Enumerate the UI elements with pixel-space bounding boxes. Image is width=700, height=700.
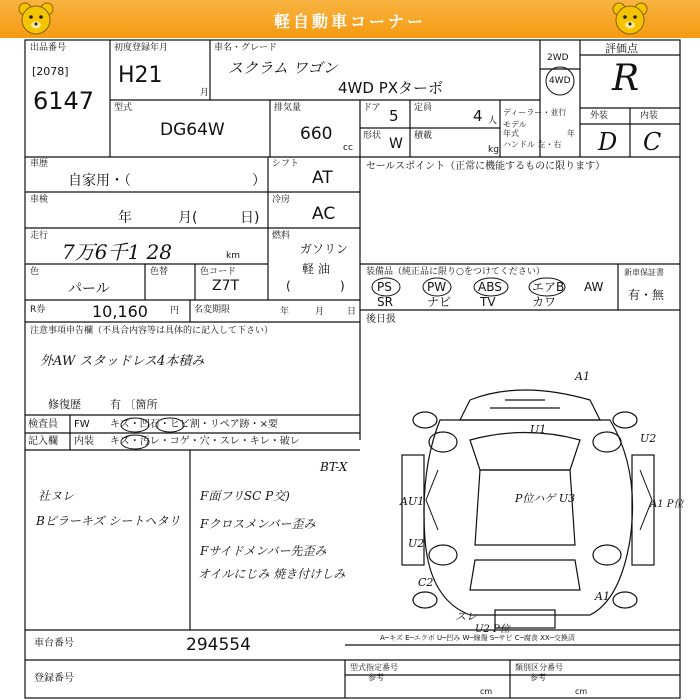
load-unit: kg — [488, 145, 499, 155]
color-label: 色 — [30, 267, 40, 277]
dealer-model: モデル — [503, 120, 527, 129]
capacity-label: 定員 — [414, 103, 433, 113]
equip-ps: PS — [377, 280, 392, 294]
mark-a1-bottom: A1 — [595, 590, 610, 603]
first-reg-era: H21 — [118, 63, 163, 88]
doors-label: ドア — [363, 103, 381, 113]
chassis-label: 車台番号 — [34, 638, 74, 649]
sales-point-label: セールスポイント（正常に機能するものに限ります） — [366, 161, 606, 172]
shape-value: W — [389, 136, 403, 152]
lot-prev: [2078] — [32, 65, 69, 78]
lot-number: 6147 — [33, 87, 95, 115]
displacement-unit: cc — [343, 143, 353, 153]
lot-label: 出品番号 — [30, 43, 67, 53]
fuel-diesel: 軽 油 — [302, 262, 330, 276]
mileage-label: 走行 — [30, 231, 49, 241]
shape-label: 形状 — [363, 131, 382, 141]
spec-ref: 参考 — [368, 673, 384, 682]
shift-label: シフト — [272, 159, 300, 169]
history-close: ） — [252, 173, 266, 189]
dealer-handle: ハンドル 左・右 — [503, 140, 562, 149]
equipment-label: 装備品（純正品に限り○をつけてください） — [366, 267, 545, 277]
color-value: パール — [68, 281, 110, 297]
header-title: 軽自動車コーナー — [273, 12, 426, 31]
inspection-year: 年 — [118, 210, 132, 226]
capacity-unit: 人 — [488, 116, 498, 126]
cooler-label: 冷房 — [272, 195, 291, 205]
inspection-label: 車検 — [30, 195, 49, 205]
inspect-label-2: 記入欄 — [28, 436, 58, 447]
recycle-value: 10,160 — [92, 302, 148, 321]
dealer-year-unit: 年 — [567, 129, 575, 138]
dealer-year: 年式 — [503, 129, 519, 138]
exterior-label: 外装 — [590, 111, 609, 121]
name-change-day: 日 — [347, 307, 357, 317]
equip-tv: TV — [480, 295, 496, 309]
rear-seat-label: 後日扱 — [366, 314, 396, 325]
right-note-3: Fクロスメンバー歪み — [200, 517, 316, 531]
inspector-note-1: 社ヌレ — [38, 489, 75, 503]
mark-scuff: スレ — [455, 610, 477, 623]
equip-sr: SR — [377, 295, 393, 309]
spec-label: 型式指定番号 — [350, 663, 398, 672]
fuel-gasoline: ガソリン — [300, 242, 349, 256]
fuel-paren-open: ( — [286, 279, 291, 293]
chassis-value: 294554 — [186, 635, 251, 655]
interior-value: C — [643, 128, 662, 156]
mark-u2-left: U2 — [408, 537, 425, 550]
color-other-label: 色替 — [150, 267, 169, 277]
inspection-day: 日) — [240, 210, 260, 226]
cm-unit-2: cm — [575, 687, 588, 696]
equip-abs: ABS — [478, 280, 502, 294]
doors-value: 5 — [389, 107, 399, 125]
history-value: 自家用・（ — [68, 173, 131, 189]
car-diagram — [402, 390, 657, 628]
first-reg-month-unit: 月 — [200, 88, 210, 98]
inspect-label-1: 検査員 — [28, 419, 58, 430]
capacity-value: 4 — [473, 107, 483, 125]
dealer-label: ディーラー・並行 — [503, 108, 567, 117]
cm-unit-1: cm — [480, 687, 493, 696]
mark-center: P位ハゲ U3 — [515, 492, 576, 505]
class-ref: 参考 — [530, 673, 546, 682]
first-reg-label: 初度登録年月 — [114, 43, 169, 53]
color-code: Z7T — [212, 278, 240, 294]
equip-navi: ナビ — [427, 295, 452, 309]
type-value: DG64W — [160, 120, 225, 140]
history-label: 車歴 — [30, 159, 49, 169]
shift-value: AT — [312, 168, 333, 188]
model-name: スクラム ワゴン — [228, 59, 338, 77]
legend: A─キズ E─エクボ U─凹み W─線傷 S─サビ C─腐食 XX─交換済 — [380, 634, 575, 642]
inspect-inner: 内装 — [74, 436, 94, 447]
exterior-value: D — [598, 128, 618, 156]
reg-number-label: 登録番号 — [34, 673, 74, 684]
mileage-value: 7万6千1 28 — [62, 240, 172, 264]
inspector-note-2: Bピラーキズ シートヘタリ — [36, 514, 181, 528]
right-note-1: BT-X — [320, 460, 348, 474]
inspect-fw: FW — [74, 419, 90, 430]
right-note-2: F面フリSC P交) — [200, 489, 290, 503]
mark-a1-right: A1 P位 — [650, 499, 684, 510]
mark-u2-top: U2 — [640, 432, 657, 445]
right-note-5: オイルにじみ 焼き付けしみ — [198, 567, 346, 581]
drive-2wd: 2WD — [547, 53, 569, 63]
name-change-month: 月 — [315, 307, 325, 317]
class-label: 類別区分番号 — [515, 663, 563, 672]
mark-u1: U1 — [530, 423, 547, 436]
model-grade: 4WD PXターボ — [338, 79, 444, 97]
displacement-value: 660 — [300, 124, 333, 144]
interior-label: 内装 — [640, 111, 659, 121]
repair-value: 有 〔箇所 — [110, 398, 158, 411]
mark-c2: C2 — [418, 576, 434, 589]
new-warranty-value: 有・無 — [628, 288, 665, 302]
equip-pw: PW — [427, 280, 447, 294]
model-name-label: 車名・グレード — [214, 43, 278, 53]
type-label: 型式 — [114, 103, 133, 113]
notes-label: 注意事項申告欄（不具合内容等は具体的に記入して下さい） — [30, 326, 274, 336]
mark-a1-top: A1 — [575, 370, 590, 383]
cooler-value: AC — [312, 204, 336, 224]
name-change-year: 年 — [280, 307, 290, 317]
color-code-label: 色コード — [200, 267, 237, 277]
mark-au1: AU1 — [400, 495, 425, 508]
inspect-row2: キズ・汚レ・コゲ・穴・スレ・キレ・破レ — [110, 436, 300, 447]
equip-airbag: エアB — [532, 280, 565, 294]
displacement-label: 排気量 — [274, 103, 302, 113]
rating-label: 評価点 — [605, 42, 638, 55]
fuel-label: 燃料 — [272, 231, 291, 241]
mark-u2-bottom: U2 P位 — [475, 624, 510, 635]
inspect-row1: キズ・凹石・ヒビ割・リペア跡・×要 — [110, 419, 278, 430]
rating-value: R — [612, 58, 640, 99]
recycle-label: R券 — [30, 305, 46, 315]
new-warranty-label: 新車保証書 — [624, 268, 664, 277]
equip-leather: カワ — [532, 295, 557, 309]
inspection-month: 月( — [178, 210, 198, 226]
name-change-label: 名変期限 — [194, 305, 231, 315]
load-label: 積載 — [414, 131, 433, 141]
notes-text: 外AW スタッドレス4本積み — [40, 354, 205, 369]
repair-label: 修復歴 — [48, 398, 81, 411]
drive-4wd: 4WD — [549, 76, 571, 86]
right-note-4: Fサイドメンバー先歪み — [200, 544, 327, 558]
equip-aw: AW — [584, 280, 604, 294]
mileage-unit: km — [226, 251, 240, 261]
recycle-unit: 円 — [170, 306, 180, 316]
fuel-paren-close: ) — [340, 279, 345, 293]
